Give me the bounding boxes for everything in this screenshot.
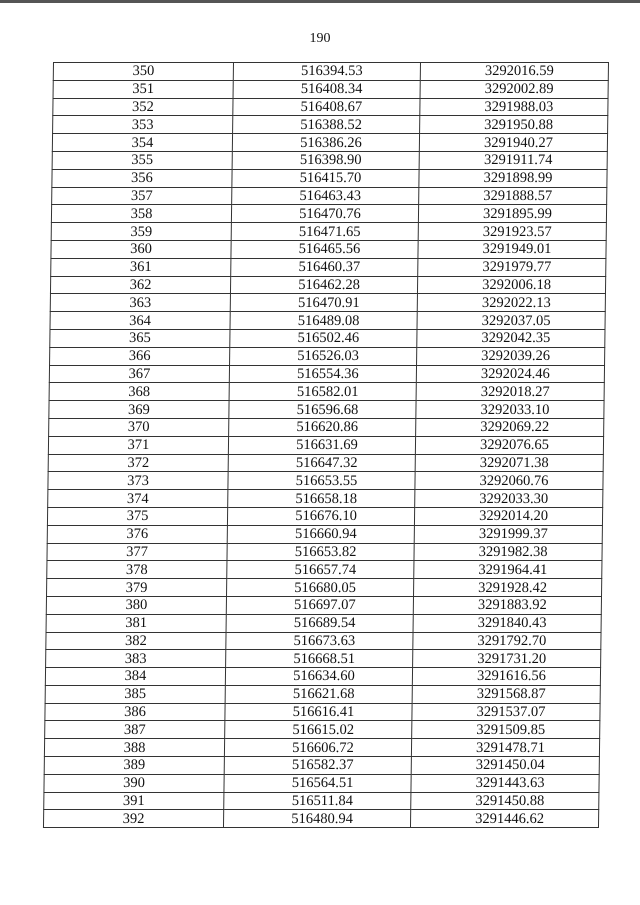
table-row bbox=[49, 383, 604, 401]
point-number-cell: 351 bbox=[53, 80, 233, 98]
x-coordinate-cell: 516680.05 bbox=[227, 579, 414, 597]
table-row bbox=[46, 614, 601, 632]
x-coordinate-cell: 516620.86 bbox=[229, 418, 416, 436]
point-number-cell: 372 bbox=[48, 454, 228, 472]
x-coordinate-cell: 516634.60 bbox=[225, 668, 412, 686]
y-coordinate-cell: 3291478.71 bbox=[411, 739, 599, 757]
point-number-cell: 388 bbox=[44, 739, 224, 757]
y-coordinate-cell: 3292018.27 bbox=[416, 383, 604, 401]
point-number-cell: 383 bbox=[46, 650, 226, 668]
table-row bbox=[44, 757, 599, 775]
y-coordinate-cell: 3291883.92 bbox=[413, 596, 601, 614]
table-row bbox=[49, 418, 604, 436]
point-number-cell: 370 bbox=[49, 418, 229, 436]
table-row bbox=[51, 205, 606, 223]
scan-top-edge bbox=[0, 0, 640, 3]
table-row bbox=[53, 80, 608, 98]
page-number: 190 bbox=[309, 31, 331, 46]
y-coordinate-cell: 3291940.27 bbox=[419, 134, 607, 152]
y-coordinate-cell: 3292033.10 bbox=[416, 401, 604, 419]
table-row bbox=[47, 543, 602, 561]
point-number-cell: 390 bbox=[44, 774, 224, 792]
x-coordinate-cell: 516470.91 bbox=[230, 294, 417, 312]
point-number-cell: 371 bbox=[48, 436, 228, 454]
x-coordinate-cell: 516631.69 bbox=[228, 436, 415, 454]
y-coordinate-cell: 3292033.30 bbox=[415, 490, 603, 508]
table-row bbox=[53, 98, 608, 116]
x-coordinate-cell: 516615.02 bbox=[225, 721, 412, 739]
x-coordinate-cell: 516415.70 bbox=[232, 169, 419, 187]
table-row bbox=[47, 525, 602, 543]
point-number-cell: 380 bbox=[46, 596, 226, 614]
x-coordinate-cell: 516554.36 bbox=[229, 365, 416, 383]
table-row bbox=[44, 739, 599, 757]
x-coordinate-cell: 516697.07 bbox=[226, 596, 413, 614]
table-row bbox=[48, 472, 603, 490]
x-coordinate-cell: 516689.54 bbox=[226, 614, 413, 632]
point-number-cell: 367 bbox=[49, 365, 229, 383]
point-number-cell: 381 bbox=[46, 614, 226, 632]
table-row bbox=[52, 151, 607, 169]
point-number-cell: 375 bbox=[47, 507, 227, 525]
x-coordinate-cell: 516582.37 bbox=[224, 757, 411, 775]
table-row bbox=[50, 347, 605, 365]
table-row bbox=[43, 810, 598, 828]
point-number-cell: 384 bbox=[45, 668, 225, 686]
y-coordinate-cell: 3291450.88 bbox=[411, 792, 599, 810]
point-number-cell: 378 bbox=[47, 561, 227, 579]
y-coordinate-cell: 3291950.88 bbox=[420, 116, 608, 134]
table-row bbox=[46, 632, 601, 650]
y-coordinate-cell: 3291928.42 bbox=[414, 579, 602, 597]
table-row bbox=[53, 63, 608, 81]
point-number-cell: 360 bbox=[51, 240, 231, 258]
x-coordinate-cell: 516480.94 bbox=[223, 810, 410, 828]
x-coordinate-cell: 516660.94 bbox=[227, 525, 414, 543]
y-coordinate-cell: 3292071.38 bbox=[415, 454, 603, 472]
x-coordinate-cell: 516465.56 bbox=[231, 240, 418, 258]
y-coordinate-cell: 3291988.03 bbox=[420, 98, 608, 116]
point-number-cell: 358 bbox=[51, 205, 231, 223]
table-row bbox=[47, 507, 602, 525]
point-number-cell: 353 bbox=[53, 116, 233, 134]
y-coordinate-cell: 3291898.99 bbox=[419, 169, 607, 187]
x-coordinate-cell: 516386.26 bbox=[232, 134, 419, 152]
x-coordinate-cell: 516526.03 bbox=[230, 347, 417, 365]
table-row bbox=[47, 579, 602, 597]
y-coordinate-cell: 3292002.89 bbox=[420, 80, 608, 98]
x-coordinate-cell: 516606.72 bbox=[224, 739, 411, 757]
table-row bbox=[50, 329, 605, 347]
x-coordinate-cell: 516668.51 bbox=[226, 650, 413, 668]
point-number-cell: 387 bbox=[45, 721, 225, 739]
x-coordinate-cell: 516463.43 bbox=[232, 187, 419, 205]
table-row bbox=[44, 792, 599, 810]
point-number-cell: 369 bbox=[49, 401, 229, 419]
table-row bbox=[49, 365, 604, 383]
y-coordinate-cell: 3291446.62 bbox=[410, 810, 598, 828]
coordinates-table-body bbox=[43, 63, 608, 828]
x-coordinate-cell: 516408.34 bbox=[233, 80, 420, 98]
x-coordinate-cell: 516596.68 bbox=[229, 401, 416, 419]
y-coordinate-cell: 3291888.57 bbox=[419, 187, 607, 205]
table-row bbox=[50, 294, 605, 312]
table-row bbox=[49, 401, 604, 419]
x-coordinate-cell: 516653.82 bbox=[227, 543, 414, 561]
x-coordinate-cell: 516673.63 bbox=[226, 632, 413, 650]
point-number-cell: 361 bbox=[51, 258, 231, 276]
table-row bbox=[51, 258, 606, 276]
y-coordinate-cell: 3291949.01 bbox=[418, 240, 606, 258]
point-number-cell: 376 bbox=[47, 525, 227, 543]
y-coordinate-cell: 3291731.20 bbox=[413, 650, 601, 668]
table-row bbox=[50, 276, 605, 294]
y-coordinate-cell: 3291450.04 bbox=[411, 757, 599, 775]
point-number-cell: 374 bbox=[48, 490, 228, 508]
x-coordinate-cell: 516502.46 bbox=[230, 329, 417, 347]
coordinates-table bbox=[43, 62, 609, 828]
y-coordinate-cell: 3291999.37 bbox=[414, 525, 602, 543]
y-coordinate-cell: 3292069.22 bbox=[416, 418, 604, 436]
y-coordinate-cell: 3292037.05 bbox=[417, 312, 605, 330]
x-coordinate-cell: 516676.10 bbox=[227, 507, 414, 525]
y-coordinate-cell: 3291616.56 bbox=[412, 668, 600, 686]
x-coordinate-cell: 516408.67 bbox=[233, 98, 420, 116]
y-coordinate-cell: 3291792.70 bbox=[413, 632, 601, 650]
point-number-cell: 377 bbox=[47, 543, 227, 561]
x-coordinate-cell: 516658.18 bbox=[228, 490, 415, 508]
point-number-cell: 373 bbox=[48, 472, 228, 490]
table-row bbox=[52, 134, 607, 152]
x-coordinate-cell: 516388.52 bbox=[233, 116, 420, 134]
table-row bbox=[45, 685, 600, 703]
table-row bbox=[50, 312, 605, 330]
x-coordinate-cell: 516647.32 bbox=[228, 454, 415, 472]
x-coordinate-cell: 516462.28 bbox=[230, 276, 417, 294]
point-number-cell: 364 bbox=[50, 312, 230, 330]
x-coordinate-cell: 516653.55 bbox=[228, 472, 415, 490]
table-row bbox=[46, 650, 601, 668]
point-number-cell: 382 bbox=[46, 632, 226, 650]
y-coordinate-cell: 3292076.65 bbox=[415, 436, 603, 454]
y-coordinate-cell: 3292014.20 bbox=[414, 507, 602, 525]
y-coordinate-cell: 3291568.87 bbox=[412, 685, 600, 703]
y-coordinate-cell: 3292016.59 bbox=[420, 63, 608, 81]
x-coordinate-cell: 516470.76 bbox=[231, 205, 418, 223]
x-coordinate-cell: 516471.65 bbox=[231, 223, 418, 241]
point-number-cell: 362 bbox=[50, 276, 230, 294]
point-number-cell: 392 bbox=[43, 810, 223, 828]
y-coordinate-cell: 3291509.85 bbox=[412, 721, 600, 739]
table-row bbox=[44, 774, 599, 792]
point-number-cell: 350 bbox=[53, 63, 233, 81]
y-coordinate-cell: 3292042.35 bbox=[417, 329, 605, 347]
point-number-cell: 365 bbox=[50, 329, 230, 347]
y-coordinate-cell: 3291964.41 bbox=[414, 561, 602, 579]
point-number-cell: 389 bbox=[44, 757, 224, 775]
y-coordinate-cell: 3292006.18 bbox=[417, 276, 605, 294]
table-row bbox=[52, 169, 607, 187]
table-row bbox=[53, 116, 608, 134]
y-coordinate-cell: 3292022.13 bbox=[417, 294, 605, 312]
y-coordinate-cell: 3292024.46 bbox=[416, 365, 604, 383]
x-coordinate-cell: 516564.51 bbox=[224, 774, 411, 792]
y-coordinate-cell: 3291895.99 bbox=[418, 205, 606, 223]
point-number-cell: 357 bbox=[52, 187, 232, 205]
point-number-cell: 352 bbox=[53, 98, 233, 116]
point-number-cell: 385 bbox=[45, 685, 225, 703]
y-coordinate-cell: 3291443.63 bbox=[411, 774, 599, 792]
point-number-cell: 379 bbox=[47, 579, 227, 597]
x-coordinate-cell: 516394.53 bbox=[233, 63, 420, 81]
x-coordinate-cell: 516621.68 bbox=[225, 685, 412, 703]
point-number-cell: 386 bbox=[45, 703, 225, 721]
point-number-cell: 356 bbox=[52, 169, 232, 187]
table-row bbox=[48, 436, 603, 454]
x-coordinate-cell: 516616.41 bbox=[225, 703, 412, 721]
table-row bbox=[48, 454, 603, 472]
point-number-cell: 363 bbox=[50, 294, 230, 312]
table-row bbox=[45, 668, 600, 686]
point-number-cell: 391 bbox=[44, 792, 224, 810]
point-number-cell: 368 bbox=[49, 383, 229, 401]
y-coordinate-cell: 3291840.43 bbox=[413, 614, 601, 632]
x-coordinate-cell: 516657.74 bbox=[227, 561, 414, 579]
table-row bbox=[51, 240, 606, 258]
y-coordinate-cell: 3292039.26 bbox=[417, 347, 605, 365]
x-coordinate-cell: 516398.90 bbox=[232, 151, 419, 169]
point-number-cell: 366 bbox=[50, 347, 230, 365]
table-row bbox=[47, 561, 602, 579]
y-coordinate-cell: 3292060.76 bbox=[415, 472, 603, 490]
x-coordinate-cell: 516460.37 bbox=[231, 258, 418, 276]
x-coordinate-cell: 516582.01 bbox=[229, 383, 416, 401]
y-coordinate-cell: 3291537.07 bbox=[412, 703, 600, 721]
point-number-cell: 354 bbox=[52, 134, 232, 152]
table-row bbox=[45, 721, 600, 739]
point-number-cell: 355 bbox=[52, 151, 232, 169]
y-coordinate-cell: 3291923.57 bbox=[418, 223, 606, 241]
table-row bbox=[48, 490, 603, 508]
table-row bbox=[51, 223, 606, 241]
y-coordinate-cell: 3291982.38 bbox=[414, 543, 602, 561]
table-row bbox=[52, 187, 607, 205]
x-coordinate-cell: 516511.84 bbox=[224, 792, 411, 810]
y-coordinate-cell: 3291979.77 bbox=[418, 258, 606, 276]
point-number-cell: 359 bbox=[51, 223, 231, 241]
table-row bbox=[46, 596, 601, 614]
table-row bbox=[45, 703, 600, 721]
x-coordinate-cell: 516489.08 bbox=[230, 312, 417, 330]
y-coordinate-cell: 3291911.74 bbox=[419, 151, 607, 169]
